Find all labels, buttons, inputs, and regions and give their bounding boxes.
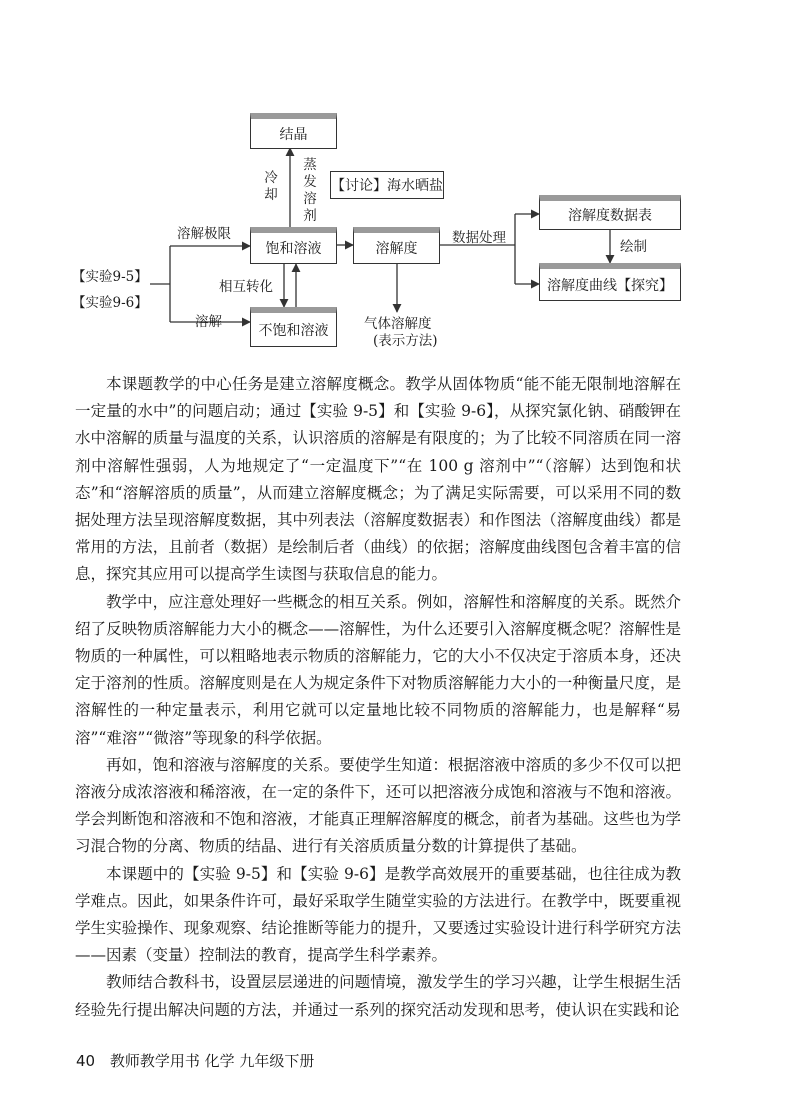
saturated-solution-box <box>250 227 337 264</box>
cooling-label: 冷却 <box>264 170 278 203</box>
paragraph-4: 本课题中的【实验 9-5】和【实验 9-6】是教学高效展开的重要基础，也往往成为教学难点。因此，如果条件许可，最好采取学生随堂实验的方法进行。在教学中，既要重视学生实验操作、现象观察、结论推断等能力的提升，又要透过实验设计进行科学研究方法——因素（变量）控制法的教育，提高学生科学素养。 <box>75 864 681 965</box>
saturated-solution-label: 饱和溶液 <box>265 241 322 257</box>
solubility-label: 溶解度 <box>375 241 418 257</box>
dissolve-limit-label: 溶解极限 <box>177 226 231 242</box>
solubility-table-label: 溶解度数据表 <box>568 208 652 224</box>
discussion-box <box>330 171 444 199</box>
paragraph-1: 本课题教学的中心任务是建立溶解度概念。教学从固体物质“能不能无限制地溶解在一定量的水中”的问题启动；通过【实验 9-5】和【实验 9-6】，从探究氯化钠、硝酸钾在水中溶解的质量与温度的关系，认识溶质的溶解是有限度的；为了比较不同溶质在同一溶剂中溶解性强弱，人为地规定了“一定温度下”“在 100 g 溶剂中”“（溶解）达到饱和状态”和“溶解溶质的质量”，从而建立溶解度概念；为了满足实际需要，可以采用不同的数据处理方法呈现溶解度数据，其中列表法（溶解度数据表）和作图法（溶解度曲线）都是常用的方法，且前者（数据）是绘制后者（曲线）的依据；溶解度曲线图包含着丰富的信息，探究其应用可以提高学生读图与获取信息的能力。 <box>75 375 681 584</box>
solubility-box <box>353 227 440 264</box>
draw-label: 绘制 <box>620 239 647 255</box>
unsaturated-solution-box <box>250 307 337 347</box>
concept-diagram <box>0 0 800 370</box>
solubility-curve-label: 溶解度曲线【探究】 <box>547 277 673 294</box>
experiment-9-5-label: 【实验9-5】 <box>72 269 148 285</box>
evaporate-solvent-label: 蒸发溶剂 <box>303 157 317 224</box>
discussion-label: 【讨论】海水晒盐 <box>331 178 443 194</box>
dissolve-label: 溶解 <box>195 314 222 330</box>
unsaturated-solution-label: 不饱和溶液 <box>258 322 329 339</box>
crystal-box <box>250 113 337 149</box>
paragraph-5: 教师结合教科书，设置层层递进的问题情境，激发学生的学习兴趣，让学生根据生活经验先行提出解决问题的方法，并通过一系列的探究活动发现和思考，使认识在实践和论 <box>75 973 681 1019</box>
page-number: 40 <box>76 1052 96 1070</box>
paragraph-2: 教学中，应注意处理好一些概念的相互关系。例如，溶解性和溶解度的关系。既然介绍了反映物质溶解能力大小的概念——溶解性，为什么还要引入溶解度概念呢？溶解性是物质的一种属性，可以粗略地表示物质的溶解能力，它的大小不仅决定于溶质本身，还决定于溶剂的性质。溶解度则是在人为规定条件下对物质溶解能力大小的一种衡量尺度，是溶解性的一种定量表示，利用它就可以定量地比较不同物质的溶解能力，也是解释“易溶”“难溶”“微溶”等现象的科学依据。 <box>75 592 681 747</box>
experiment-9-6-label: 【实验9-6】 <box>72 295 148 311</box>
data-processing-label: 数据处理 <box>452 230 506 246</box>
body-text <box>75 371 681 1024</box>
gas-solubility-method-label: (表示方法) <box>373 333 438 349</box>
gas-solubility-label: 气体溶解度 <box>364 316 432 332</box>
paragraph-3: 再如，饱和溶液与溶解度的关系。要使学生知道：根据溶液中溶质的多少不仅可以把溶液分成浓溶液和稀溶液，在一定的条件下，还可以把溶液分成饱和溶液与不饱和溶液。学会判断饱和溶液和不饱和溶液，才能真正理解溶解度的概念，前者为基础。这些也为学习混合物的分离、物质的结晶、进行有关溶质质量分数的计算提供了基础。 <box>75 755 681 856</box>
crystal-label: 结晶 <box>279 126 308 143</box>
mutual-conversion-label: 相互转化 <box>219 279 273 295</box>
book-title: 教师教学用书 化学 九年级下册 <box>109 1052 315 1070</box>
solubility-curve-box <box>539 263 681 301</box>
page-footer <box>76 1050 314 1071</box>
solubility-table-box <box>539 195 681 230</box>
